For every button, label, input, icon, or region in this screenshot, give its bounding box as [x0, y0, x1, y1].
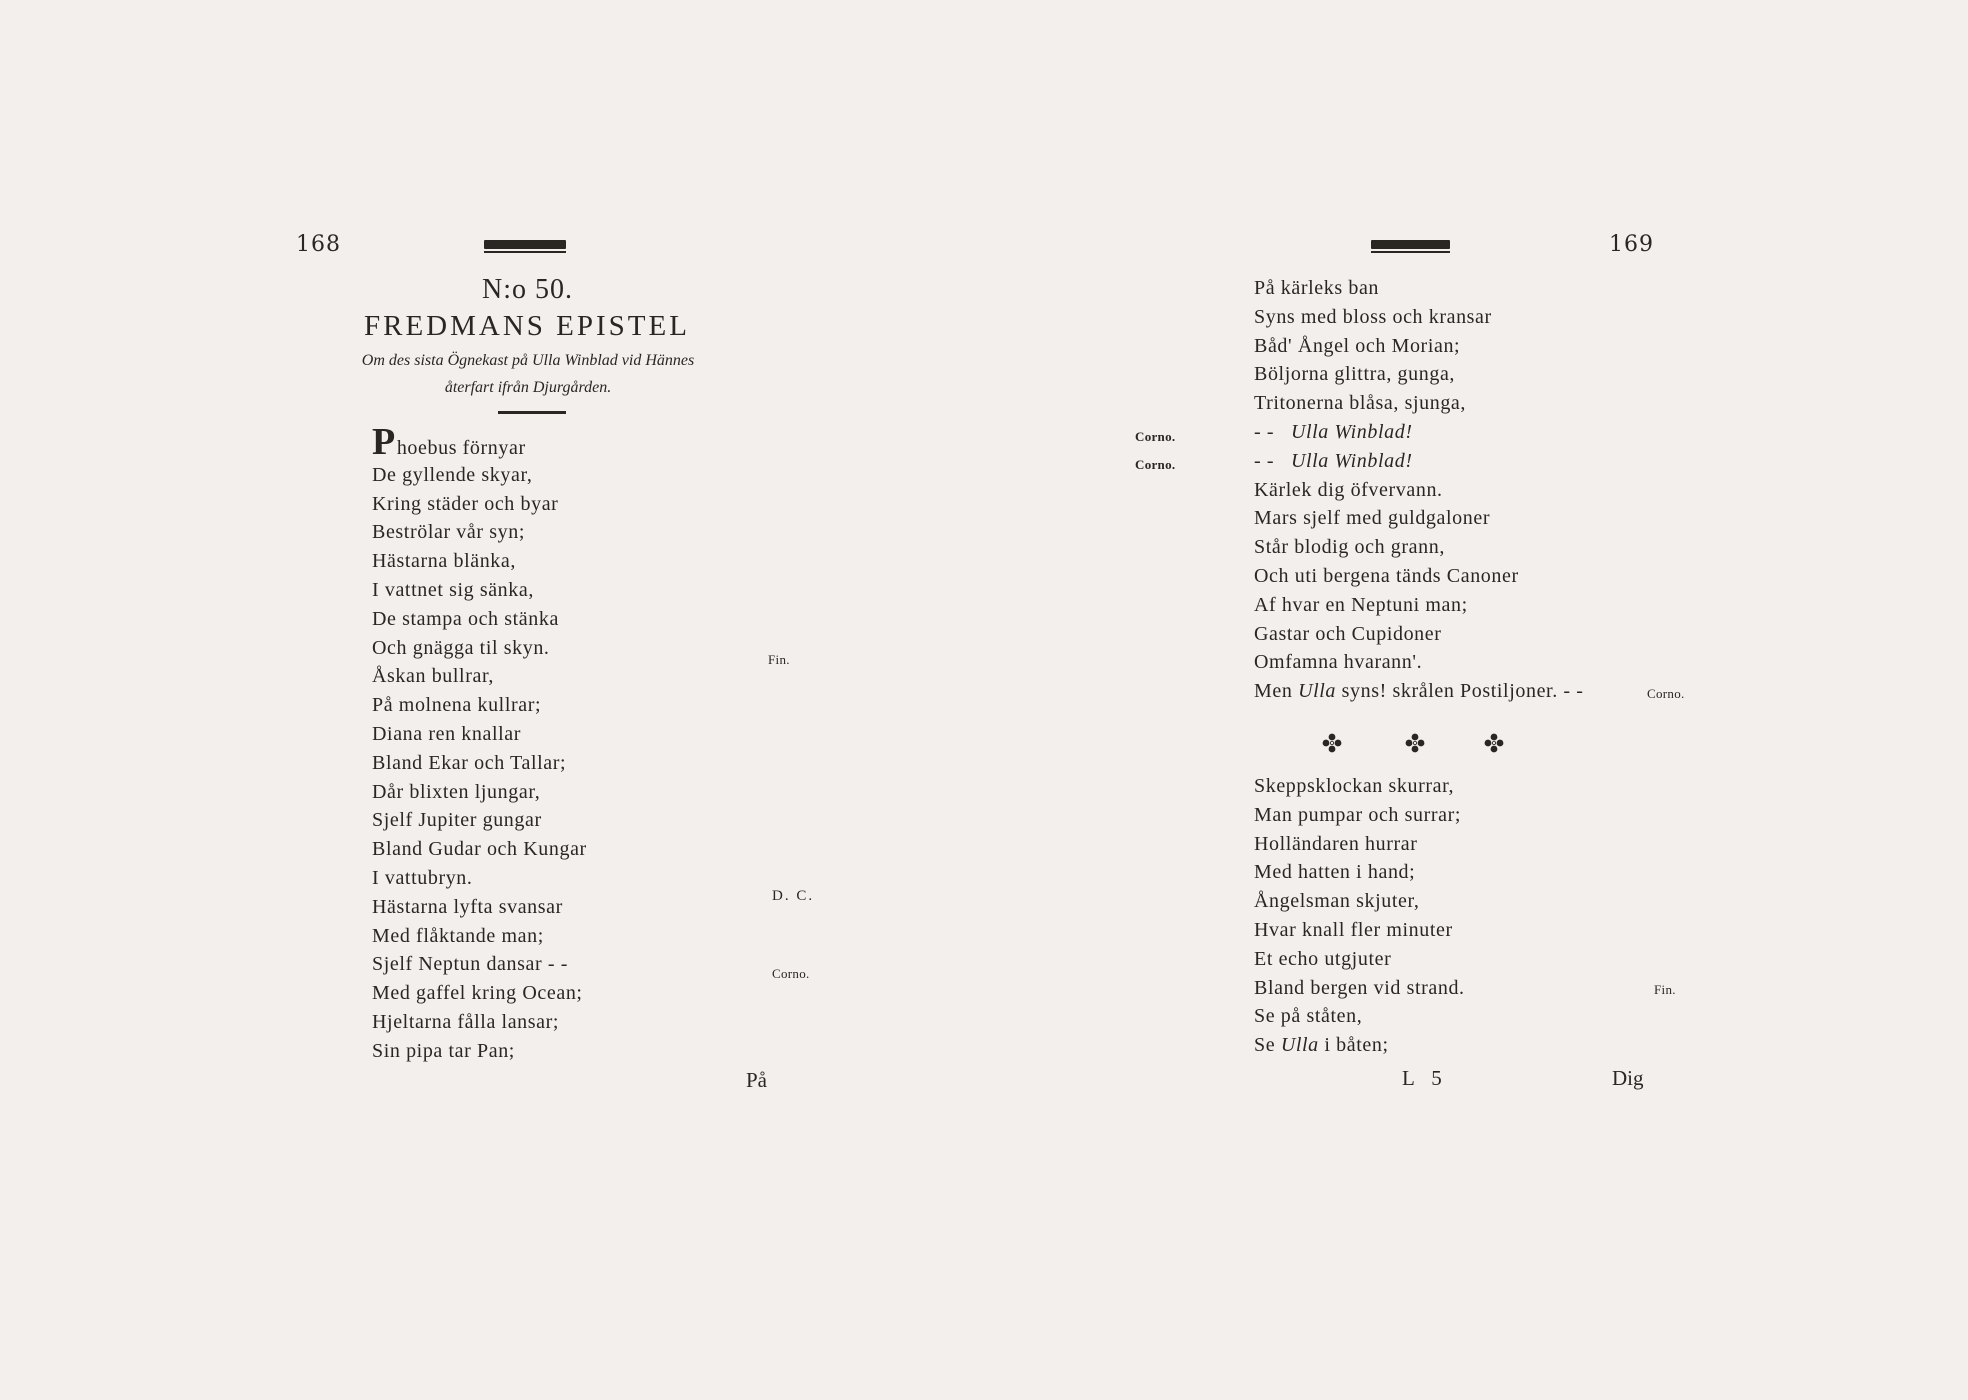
page-number: 168 [296, 232, 341, 257]
verse-line: Sjelf Jupiter gungar [372, 809, 542, 832]
epistle-number: N:o 50. [482, 274, 573, 305]
note-fin: Fin. [768, 652, 790, 667]
ulla-name: Ulla Winblad! [1290, 449, 1413, 472]
note-corno: Corno. [1647, 686, 1685, 701]
verse-line [1254, 418, 1584, 447]
floral-ornament-icon [1484, 733, 1504, 753]
catchword: På [746, 1068, 767, 1092]
verse-line: Står blodig och grann, [1254, 536, 1445, 559]
verse-line: Med gaffel kring Ocean; [372, 982, 583, 1005]
verse-line: Sin pipa tar Pan; [372, 1039, 515, 1062]
verse-line: Gastar och Cupidoner [1254, 622, 1442, 645]
ulla-name: Ulla [1280, 1034, 1319, 1057]
verse-line: De gyllende skyar, [372, 463, 533, 486]
verse-text: Men [1254, 680, 1293, 703]
verse-line: Åskan bullrar, [372, 665, 495, 688]
verse-line: Syns med bloss och kransar [1254, 305, 1492, 328]
verse-line: Skeppsklockan skurrar, [1254, 775, 1455, 797]
subtitle-line: Om des sista Ögnekast på Ulla Winblad vid Hännes [361, 352, 695, 369]
subtitle-line: återfart ifrån Djurgården. [444, 379, 612, 396]
floral-ornament-icon [1322, 733, 1342, 753]
right-page [984, 0, 1968, 1400]
verse-block [1254, 772, 1465, 1060]
verse-line: Och gnägga til skyn. [372, 636, 550, 659]
verse-line: På kärleks ban [1254, 277, 1380, 299]
verse-line: De stampa och stänka [372, 607, 559, 630]
verse-line: Båd' Ångel och Morian; [1254, 334, 1461, 357]
verse-line: Tritonerna blåsa, sjunga, [1254, 392, 1467, 415]
verse-line: Sjelf Neptun dansar - - [372, 953, 568, 976]
verse-line: Hästarna blänka, [372, 550, 516, 573]
verse-line [1254, 677, 1584, 706]
note-fin: Fin. [1654, 982, 1676, 997]
verse-line: Se på ståten, [1254, 1005, 1363, 1028]
verse-line: Diana ren knallar [372, 722, 522, 745]
verse-line: Ångelsman skjuter, [1254, 890, 1420, 913]
verse-line: Kring städer och byar [372, 492, 559, 515]
ulla-name: Ulla Winblad! [1290, 420, 1413, 443]
title-divider [498, 411, 566, 414]
verse-line [1254, 447, 1584, 476]
floral-ornament-icon [1405, 733, 1425, 753]
verse-line: Och uti bergena tänds Canoner [1254, 564, 1519, 587]
verse-line: Holländaren hurrar [1254, 832, 1418, 855]
verse-line: Hjeltarna fålla lansar; [372, 1010, 560, 1033]
dashes: - - [1254, 449, 1275, 472]
verse-text: i båten; [1324, 1034, 1389, 1057]
catchword: Dig [1612, 1066, 1644, 1090]
epistle-subtitle [318, 347, 738, 401]
verse-line: Med flåktande man; [372, 924, 544, 947]
verse-line: Bland Ekar och Tallar; [372, 751, 567, 774]
verse-block [372, 421, 587, 1066]
verse-line: Kärlek dig öfvervann. [1254, 478, 1443, 501]
verse-line: Med hatten i hand; [1254, 861, 1416, 884]
verse-line: På molnena kullrar; [372, 694, 542, 717]
signature-mark: L 5 [1402, 1066, 1448, 1090]
verse-block [1254, 274, 1584, 706]
note-corno: Corno. [772, 966, 810, 981]
verse-text: syns! skrålen Postiljoner. - - [1341, 680, 1584, 703]
ulla-name: Ulla [1298, 680, 1337, 703]
verse-line: Bland bergen vid strand. [1254, 976, 1465, 999]
verse-line: Böljorna glittra, gunga, [1254, 363, 1456, 386]
verse-line: Et echo utgjuter [1254, 947, 1392, 970]
verse-line: Man pumpar och surrar; [1254, 803, 1462, 826]
header-rule [1371, 240, 1450, 249]
verse-line [372, 421, 587, 463]
note-corno: Corno. [1135, 429, 1176, 444]
verse-line [1254, 1031, 1465, 1060]
verse-line: Beströlar vår syn; [372, 521, 525, 544]
note-corno: Corno. [1135, 457, 1176, 472]
verse-line: Af hvar en Neptuni man; [1254, 593, 1468, 616]
verse-line: Dår blixten ljungar, [372, 780, 541, 803]
page-number: 169 [1609, 232, 1654, 257]
verse-line: I vattubryn. [372, 866, 473, 889]
verse-line: Omfamna hvarann'. [1254, 651, 1423, 674]
epistle-title: FREDMANS EPISTEL [364, 310, 690, 342]
verse-line: Hvar knall fler minuter [1254, 918, 1453, 941]
verse-text: Se [1254, 1034, 1276, 1057]
drop-cap: P [372, 421, 396, 463]
dashes: - - [1254, 420, 1275, 443]
note-dc: D. C. [772, 888, 815, 904]
verse-line: I vattnet sig sänka, [372, 578, 534, 601]
verse-line: Hästarna lyfta svansar [372, 895, 563, 918]
header-rule [484, 240, 566, 249]
verse-line-text: hoebus förnyar [396, 437, 526, 459]
verse-line: Bland Gudar och Kungar [372, 838, 587, 861]
verse-line: Mars sjelf med guldgaloner [1254, 507, 1491, 530]
